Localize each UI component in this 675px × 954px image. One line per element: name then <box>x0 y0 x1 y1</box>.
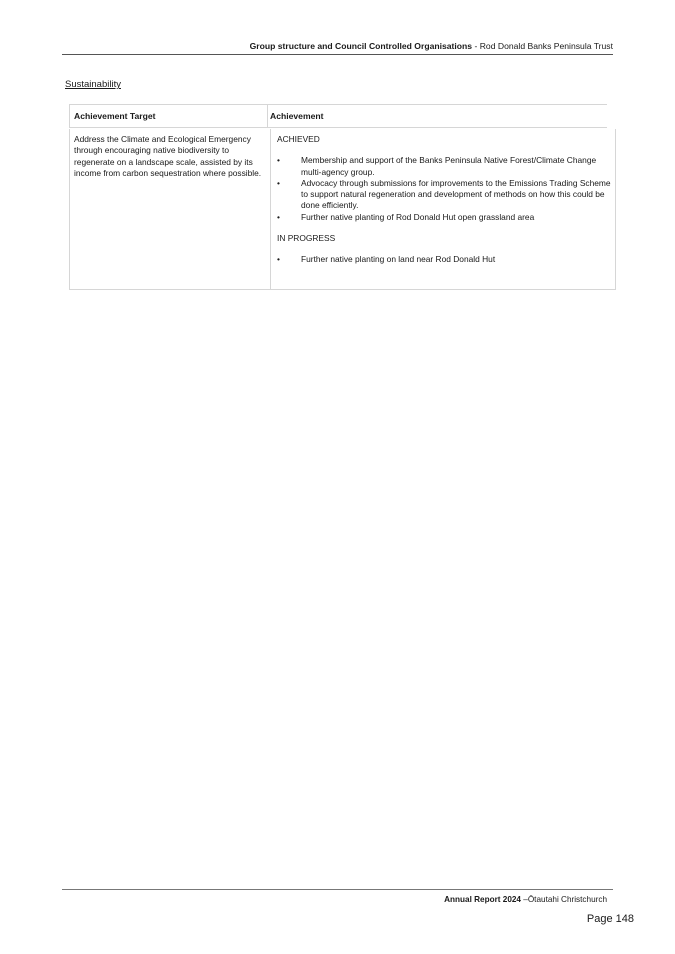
list-item: • Membership and support of the Banks Peninsula Native Forest/Climate Change multi-agency group. <box>277 155 597 177</box>
page-footer <box>62 895 607 904</box>
column-divider <box>267 105 268 127</box>
target-cell: Address the Climate and Ecological Emergency through encouraging native biodiversity to regenerate on a landscape scale, assisted by its income from carbon sequestration where possible. <box>74 134 262 178</box>
achievement-cell <box>277 134 612 266</box>
page-header <box>62 41 613 52</box>
in-progress-label: IN PROGRESS <box>277 233 336 244</box>
achievement-table <box>69 104 616 290</box>
achieved-list <box>277 155 612 223</box>
column-header-achievement: Achievement <box>270 111 324 121</box>
column-divider <box>270 129 271 289</box>
achieved-label: ACHIEVED <box>277 134 320 144</box>
page-number: Page 148 <box>586 913 634 925</box>
header-divider <box>62 54 613 55</box>
list-item: • Advocacy through submissions for improvements to the Emissions Trading Scheme to support natural regeneration and development of methods on how this could be done efficiently. <box>277 177 611 211</box>
header-section-name: Group structure and Council Controlled Organisations <box>249 41 473 51</box>
bullet-icon: • <box>277 177 280 188</box>
footer-place: –Ōtautahi Christchurch <box>520 895 607 904</box>
footer-divider <box>62 889 613 890</box>
header-subtitle: - Rod Donald Banks Peninsula Trust <box>472 41 613 51</box>
bullet-icon: • <box>277 211 280 222</box>
list-item: • Further native planting on land near Rod Donald Hut <box>277 254 496 265</box>
section-title: Sustainability <box>65 79 121 90</box>
footer-report-title: Annual Report 2024 <box>444 895 521 904</box>
list-item: • Further native planting of Rod Donald Hut open grassland area <box>277 211 535 222</box>
bullet-icon: • <box>277 155 280 166</box>
table-row <box>69 129 616 290</box>
bullet-icon: • <box>277 254 280 265</box>
column-header-target: Achievement Target <box>74 111 156 121</box>
in-progress-list <box>277 254 612 265</box>
table-header-row <box>69 104 607 128</box>
